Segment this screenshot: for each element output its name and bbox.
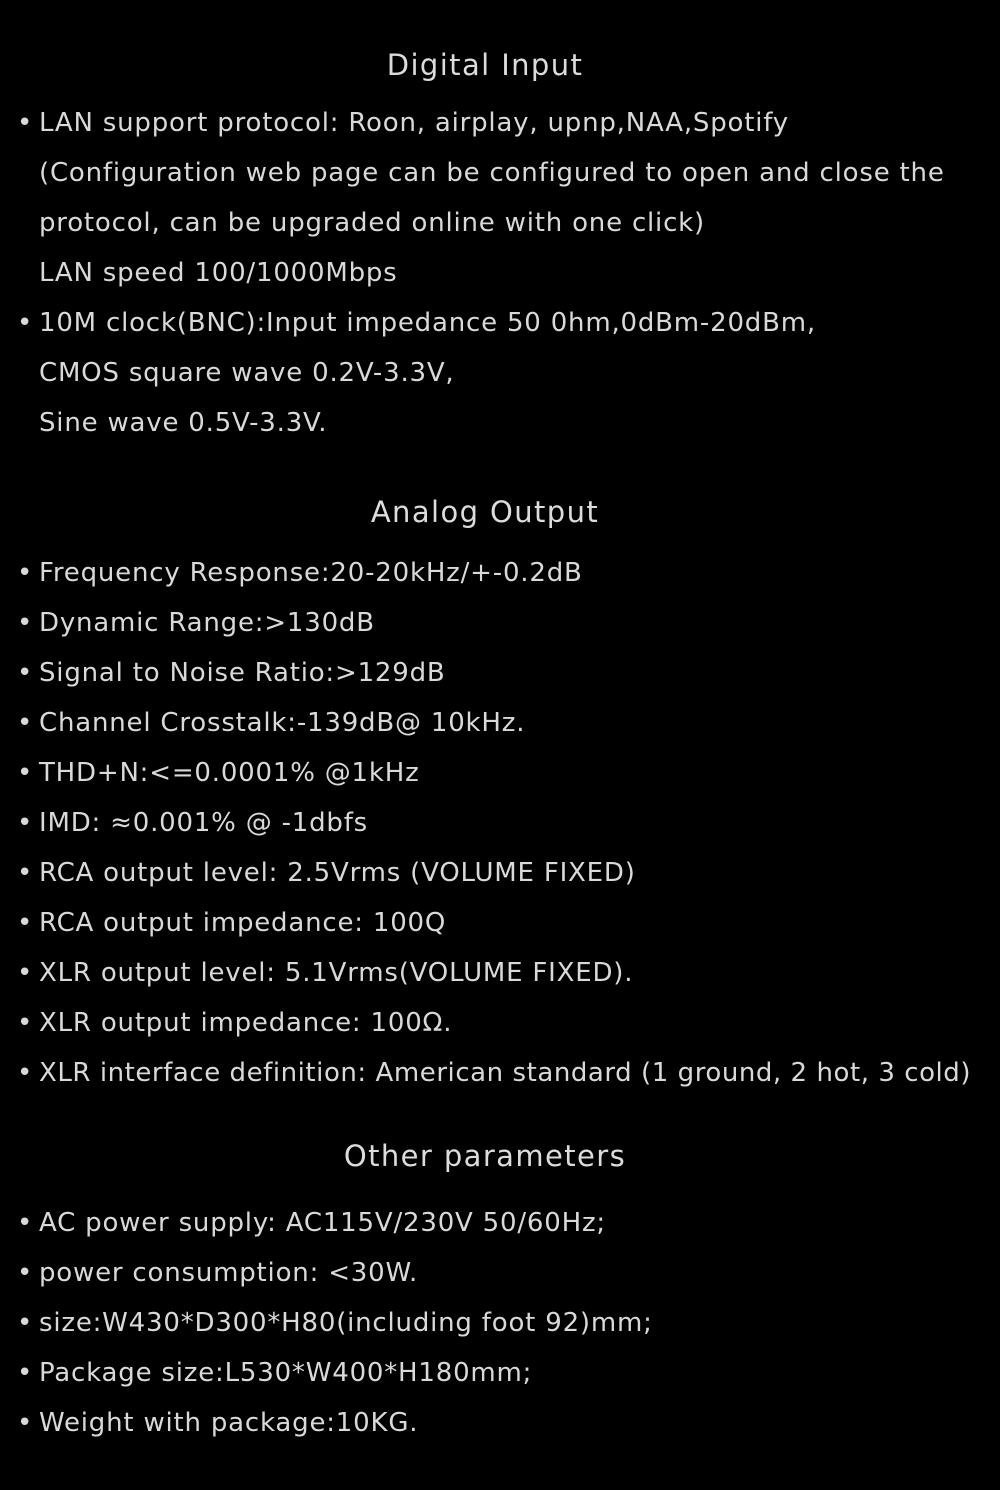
spec-line — [17, 598, 375, 648]
spec-line — [17, 1398, 419, 1448]
spec-text: Weight with package:10KG. — [39, 1408, 419, 1438]
bullet: • — [17, 808, 34, 838]
bullet: • — [17, 858, 34, 888]
spec-text: Channel Crosstalk:-139dB@ 10kHz. — [39, 708, 526, 738]
spec-line — [17, 698, 526, 748]
spec-text: LAN support protocol: Roon, airplay, upnp,NAA,Spotify — [39, 108, 789, 138]
bullet: • — [17, 608, 34, 638]
bullet: • — [17, 308, 34, 338]
spec-text: RCA output impedance: 100Q — [39, 908, 447, 938]
spec-line — [17, 548, 583, 598]
bullet: • — [17, 1358, 34, 1388]
spec-line — [17, 1348, 533, 1398]
spec-text: Sine wave 0.5V-3.3V. — [39, 408, 328, 438]
spec-text: protocol, can be upgraded online with one click) — [39, 208, 705, 238]
spec-text: 10M clock(BNC):Input impedance 50 0hm,0dBm-20dBm, — [39, 308, 816, 338]
bullet: • — [17, 708, 34, 738]
spec-line — [17, 1198, 606, 1248]
spec-line — [39, 398, 327, 448]
spec-line — [17, 848, 636, 898]
spec-text: Dynamic Range:>130dB — [39, 608, 375, 638]
spec-line — [17, 898, 447, 948]
spec-text: XLR output level: 5.1Vrms(VOLUME FIXED). — [39, 958, 634, 988]
section-title-digital-input: Digital Input — [386, 48, 584, 82]
spec-text: LAN speed 100/1000Mbps — [39, 258, 398, 288]
spec-text: XLR output impedance: 100Ω. — [39, 1008, 453, 1038]
spec-line — [39, 148, 945, 198]
bullet: • — [17, 108, 34, 138]
spec-text: IMD: ≈0.001% @ -1dbfs — [39, 808, 369, 838]
bullet: • — [17, 908, 34, 938]
bullet: • — [17, 1008, 34, 1038]
bullet: • — [17, 1308, 34, 1338]
spec-line — [39, 198, 705, 248]
bullet: • — [17, 958, 34, 988]
bullet: • — [17, 658, 34, 688]
spec-line — [17, 98, 789, 148]
section-title-other-parameters: Other parameters — [343, 1139, 627, 1173]
spec-line — [17, 298, 816, 348]
bullet: • — [17, 1408, 34, 1438]
spec-text: size:W430*D300*H80(including foot 92)mm; — [39, 1308, 653, 1338]
spec-line — [17, 748, 420, 798]
spec-text: AC power supply: AC115V/230V 50/60Hz; — [39, 1208, 606, 1238]
spec-line — [17, 798, 369, 848]
spec-text: power consumption: <30W. — [39, 1258, 419, 1288]
spec-text: CMOS square wave 0.2V-3.3V, — [39, 358, 455, 388]
spec-text: XLR interface definition: American standard (1 ground, 2 hot, 3 cold) — [39, 1058, 972, 1088]
bullet: • — [17, 1208, 34, 1238]
spec-line — [39, 348, 455, 398]
bullet: • — [17, 558, 34, 588]
spec-line — [17, 998, 453, 1048]
spec-text: (Configuration web page can be configured to open and close the — [39, 158, 945, 188]
section-title-analog-output: Analog Output — [370, 495, 600, 529]
spec-text: Package size:L530*W400*H180mm; — [39, 1358, 533, 1388]
spec-text: Frequency Response:20-20kHz/+-0.2dB — [39, 558, 583, 588]
spec-line — [17, 948, 634, 998]
spec-line — [17, 648, 446, 698]
spec-text: RCA output level: 2.5Vrms (VOLUME FIXED) — [39, 858, 636, 888]
bullet: • — [17, 1058, 33, 1088]
spec-line — [17, 1248, 419, 1298]
spec-line — [17, 1048, 972, 1098]
spec-text: Signal to Noise Ratio:>129dB — [39, 658, 446, 688]
bullet: • — [17, 1258, 34, 1288]
spec-text: THD+N:<=0.0001% @1kHz — [39, 758, 420, 788]
spec-line — [39, 248, 398, 298]
spec-line — [17, 1298, 653, 1348]
bullet: • — [17, 758, 34, 788]
